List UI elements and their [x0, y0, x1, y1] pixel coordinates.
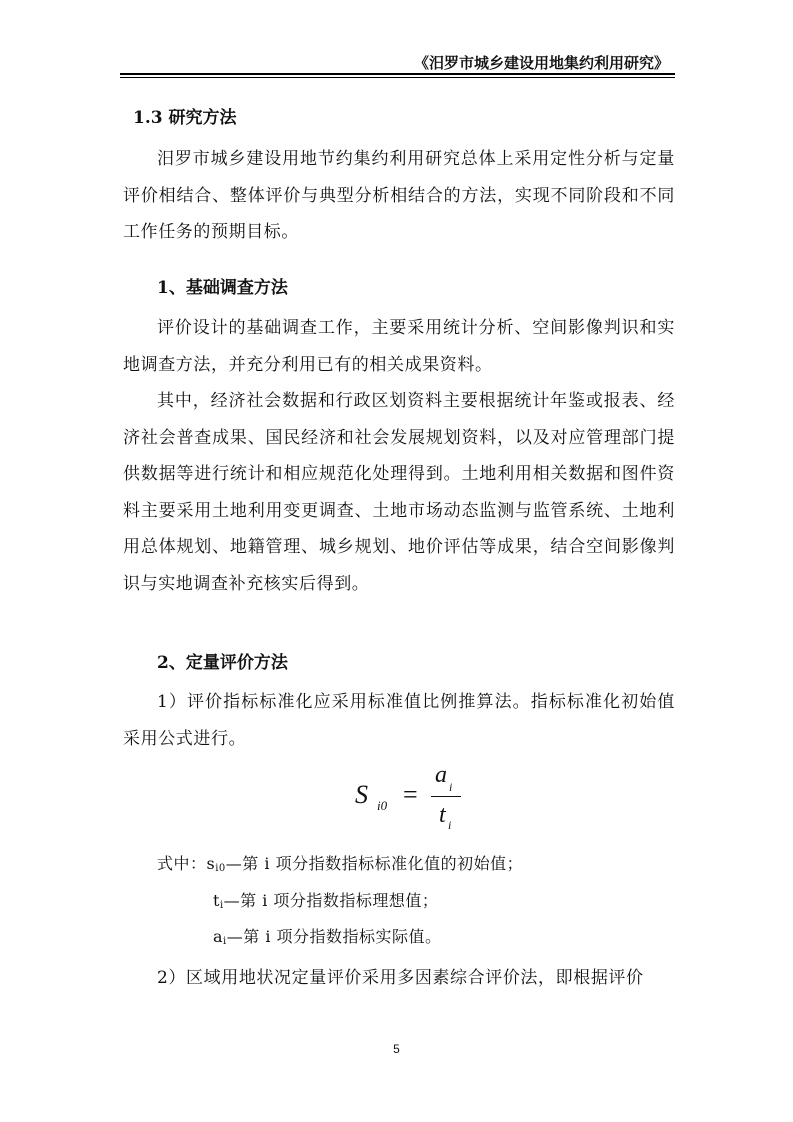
- header-title: 《汨罗市城乡建设用地集约利用研究》: [413, 54, 669, 72]
- formula-denominator: t: [439, 802, 446, 828]
- formula-lhs: S: [355, 780, 368, 809]
- eval-heading: 2、定量评价方法: [157, 653, 288, 673]
- intro-paragraph: 汨罗市城乡建设用地节约集约利用研究总体上采用定性分析与定量评价相结合、整体评价与典型分析相结合的方法，实现不同阶段和不同工作任务的预期目标。: [123, 149, 675, 242]
- definition-s: [157, 851, 523, 874]
- definition-a-symbol: a: [213, 927, 224, 946]
- definition-t-text: —第 i 项分指数指标理想值；: [223, 891, 439, 910]
- definition-a-subscript: i: [223, 936, 227, 947]
- formula-numerator: a: [435, 762, 447, 788]
- definition-prefix: 式中：: [157, 854, 207, 873]
- formula-numerator-subscript: i: [449, 780, 453, 794]
- definition-a-text: —第 i 项分指数指标实际值。: [226, 927, 442, 946]
- definition-t: [213, 888, 438, 911]
- survey-heading: 1、基础调查方法: [157, 278, 288, 298]
- eval-paragraph-2: 2）区域用地状况定量评价采用多因素综合评价法，即根据评价: [157, 968, 644, 988]
- formula-equals: =: [403, 780, 418, 809]
- page-number: 5: [393, 1042, 400, 1056]
- header-rule-thin: [120, 77, 675, 78]
- definition-t-symbol: t: [213, 891, 220, 910]
- header-rule-thick: [120, 73, 675, 75]
- definition-s-subscript: i0: [215, 863, 226, 874]
- definition-a: [213, 924, 442, 947]
- standardization-formula: [355, 762, 475, 838]
- definition-s-symbol: s: [206, 854, 216, 873]
- definition-s-text: —第 i 项分指数指标标准化值的初始值；: [225, 854, 524, 873]
- formula-fraction-bar: [431, 796, 461, 797]
- eval-paragraph-1: 1）评价指标标准化应采用标准值比例推算法。指标标准化初始值采用公式进行。: [123, 692, 675, 749]
- definition-t-subscript: i: [219, 900, 224, 911]
- section-title: 1.3 研究方法: [133, 108, 237, 128]
- survey-paragraph-2: 其中，经济社会数据和行政区划资料主要根据统计年鉴或报表、经济社会普查成果、国民经济和社会发展规划资料，以及对应管理部门提供数据等进行统计和相应规范化处理得到。土地利用相关数据和图件资料主要采用土地利用变更调查、土地市场动态监测与监管系统、土地利用总体规划、地籍管理、城乡规划、地价评估等成果，结合空间影像判识与实地调查补充核实后得到。: [123, 391, 675, 594]
- formula-lhs-subscript: i0: [377, 798, 388, 813]
- formula-denominator-subscript: i: [448, 818, 452, 832]
- survey-paragraph-1: 评价设计的基础调查工作，主要采用统计分析、空间影像判识和实地调查方法，并充分利用已有的相关成果资料。: [123, 318, 675, 375]
